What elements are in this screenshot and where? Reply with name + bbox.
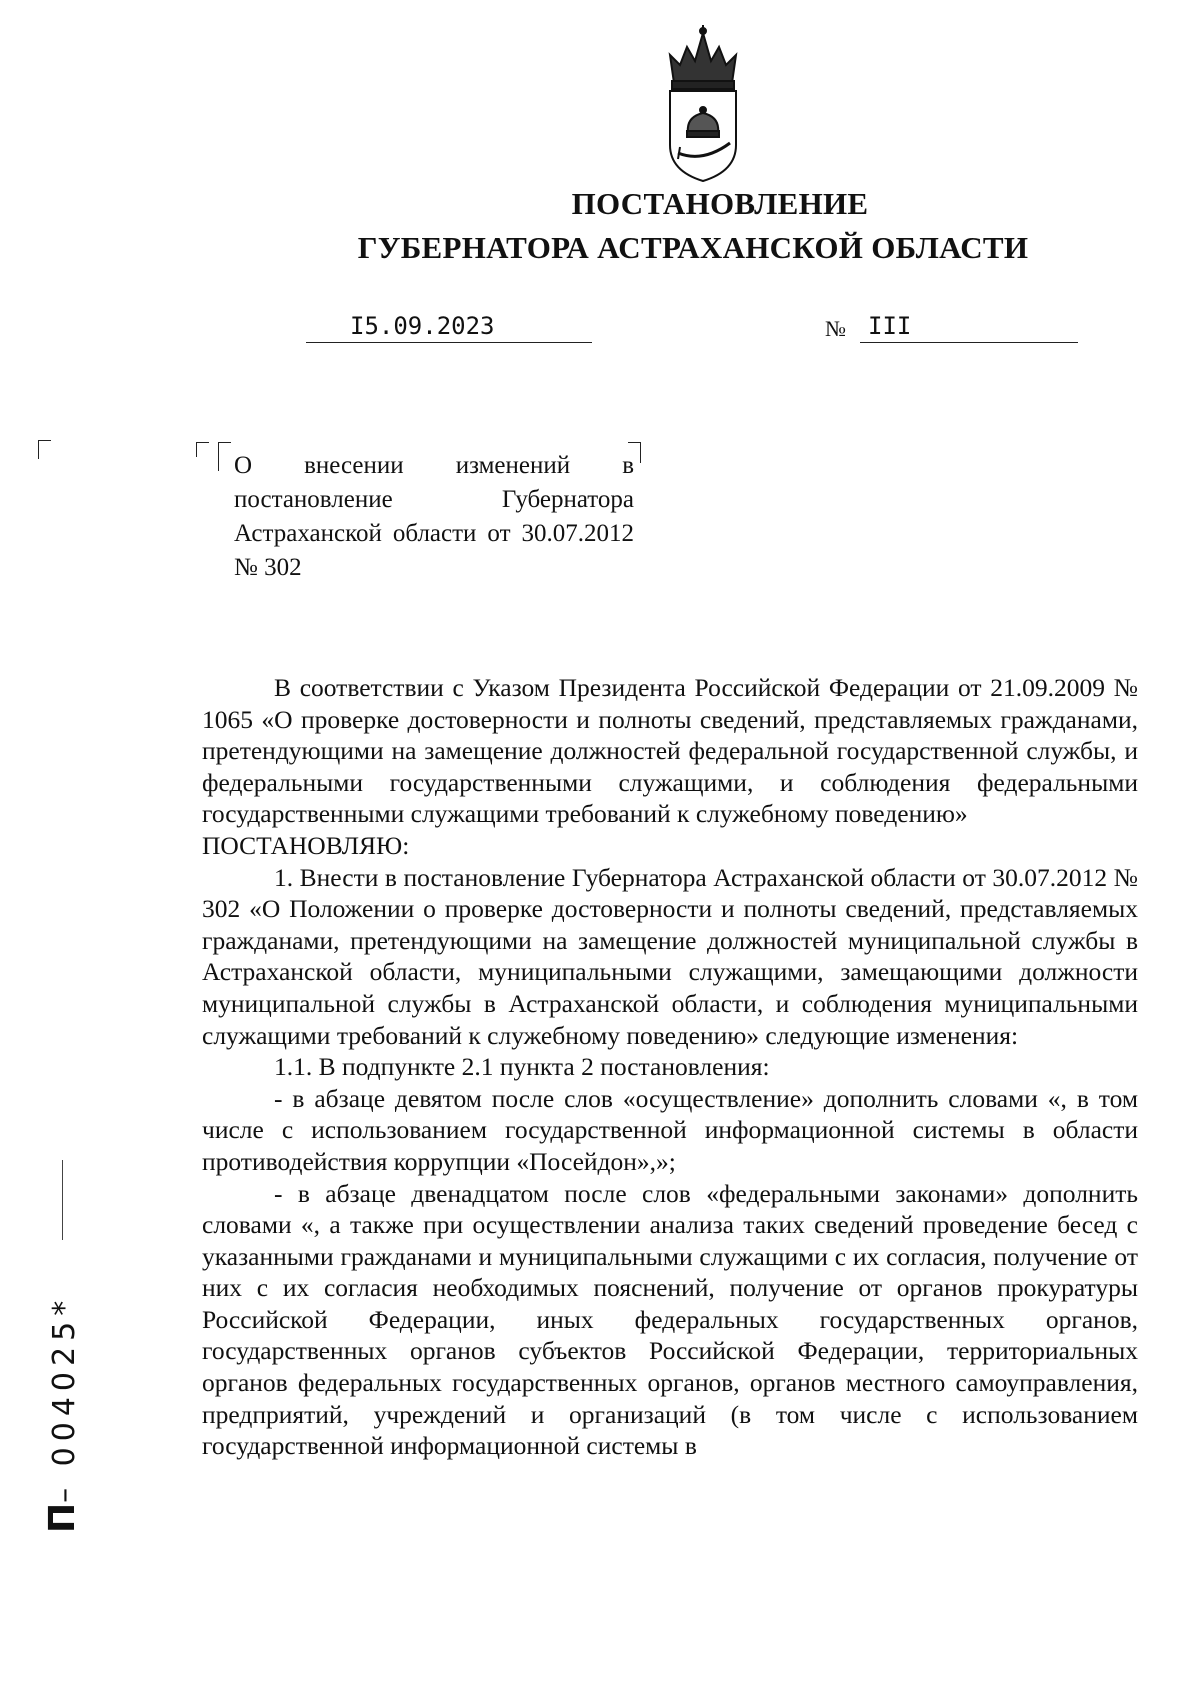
decree-word: ПОСТАНОВЛЯЮ: <box>202 830 410 860</box>
coat-of-arms-icon <box>660 25 746 185</box>
preamble-paragraph: В соответствии с Указом Президента Российской Федерации от 21.09.2009 № 1065 «О проверке достоверности и полноты сведений, представляемых гражданами, претендующими на замещение должностей федеральной государственной службы, и федеральными государственными служащими, и соблюдения федеральными государственными служащими требований к служебному поведению» <box>202 673 1138 829</box>
margin-corner-mark <box>38 440 51 459</box>
item-1-paragraph: 1. Внести в постановление Губернатора Астраханской области от 30.07.2012 № 302 «О Положении о проверке достоверности и полноты сведений, представляемых гражданами, претендующими на замещение должностей муниципальной службы в Астраханской области, муниципальными служащими, замещающими должности муниципальной службы в Астраханской области, и соблюдения муниципальными служащими требований к служебному поведению» следующие изменения: <box>202 862 1138 1050</box>
date-value: I5.09.2023 <box>350 312 495 340</box>
document-subject: О внесении изменений в постановление Губернатора Астраханской области от 30.07.2012 № 302 <box>234 452 634 581</box>
number-value: III <box>868 312 912 340</box>
stamp-code: – 004025 <box>47 1315 82 1503</box>
bullet-paragraph-1: - в абзаце девятом после слов «осуществление» дополнить словами «, в том числе с использованием государственной информационной системы в области противодействия коррупции «Посейдон»,»; <box>202 1083 1138 1176</box>
stamp-prefix: П <box>42 1502 83 1533</box>
title-line-2: ГУБЕРНАТОРА АСТРАХАНСКОЙ ОБЛАСТИ <box>357 230 1029 265</box>
subject-corner-mark-left-inner <box>218 442 231 471</box>
title-line-1: ПОСТАНОВЛЕНИЕ <box>571 186 869 221</box>
document-date <box>306 310 592 343</box>
item-1-1-paragraph: 1.1. В подпункте 2.1 пункта 2 постановления: <box>274 1052 770 1082</box>
registration-stamp <box>42 1295 83 1533</box>
bullet-paragraph-2: - в абзаце двенадцатом после слов «федеральными законами» дополнить словами «, а также при осуществлении анализа таких сведений проведение бесед с указанными гражданами и муниципальными служащими с их согласия, получение от них с их согласия необходимых пояснений, получение от органов прокуратуры Российской Федерации, иных федеральных государственных органов, государственных органов субъектов Российской Федерации, территориальных органов федеральных государственных органов, органов местного самоуправления, предприятий, учреждений и организаций (в том числе с использованием государственной информационной системы в <box>202 1178 1138 1461</box>
subject-corner-mark-left-outer <box>196 442 209 457</box>
margin-line <box>62 1160 64 1240</box>
number-label: № <box>825 316 846 341</box>
document-body <box>202 672 1138 1462</box>
document-number <box>860 310 1078 343</box>
document-title <box>0 182 1200 270</box>
stamp-suffix: * <box>47 1294 82 1316</box>
